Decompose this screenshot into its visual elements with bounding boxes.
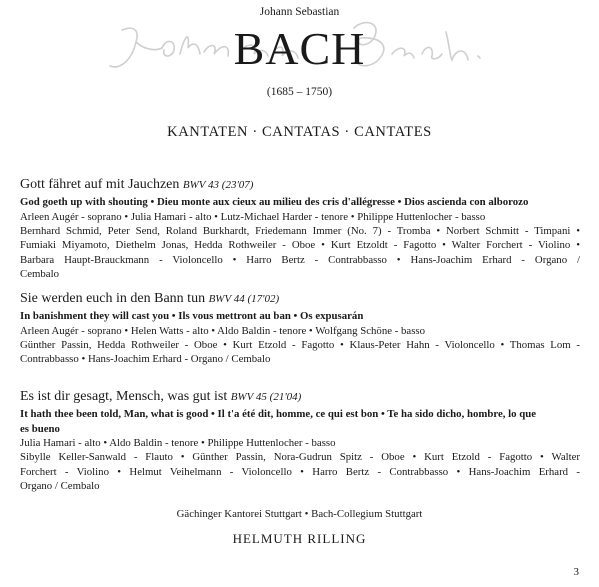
cantata-title-line [20,290,580,308]
performer-line: Organo / Cembalo [20,480,100,493]
cantata-title-line [20,388,580,406]
conductor-name: HELMUTH RILLING [232,531,367,546]
performer-line: Bernhard Schmid, Peter Send, Roland Burkhardt, Friedemann Immer (No. 7) - Tromba • Norbert Schmitt - Timpani • [20,224,580,237]
cantata-title: Es ist dir gesagt, Mensch, was gut ist [20,389,228,404]
performer-credits [20,210,580,282]
cantata-catalog-number: BWV 44 (17'02) [208,293,280,305]
cantata-block [20,290,580,367]
cantata-translations [20,407,580,436]
cantata-title: Gott fähret auf mit Jauchzen [20,177,180,192]
performer-line: Günther Passin, Hedda Rothweiler - Oboe • Kurt Etzold - Fagotto • Klaus-Peter Hahn - Violoncello • Thomas Lom - [20,338,580,351]
cantata-block [20,176,580,282]
performer-line: Julia Hamari - alto • Aldo Baldin - tenore • Philippe Huttenlocher - basso [20,437,336,449]
composer-first-names: Johann Sebastian [259,6,340,18]
performer-line: Fumiaki Miyamoto, Diethelm Jonas, Hedda Rothweiler - Oboe • Kurt Etzoldt - Fagotto • Walter Forchert - Violino • [20,239,580,252]
composer-name: BACH [233,23,366,74]
performer-line: Arleen Augér - soprano • Julia Hamari - alto • Lutz-Michael Harder - tenore • Philippe Huttenlocher - basso [20,210,486,223]
performer-line: Forchert - Violino • Helmut Veihelmann - Violoncello • Harro Bertz - Contrabbasso • Hans-Joachim Erhard - [20,465,580,478]
performer-line: Sibylle Keller-Sanwald - Flauto • Günther Passin, Nora-Gudrun Spitz - Oboe • Kurt Etzold - Fagotto • Walter [20,451,580,464]
cantata-translations [20,309,580,324]
composer-dates: (1685 – 1750) [266,86,333,98]
cantata-translations [20,195,580,210]
page-number: 3 [573,566,579,578]
ensemble-credits: Gächinger Kantorei Stuttgart • Bach-Collegium Stuttgart [176,508,423,520]
cantata-catalog-number: BWV 45 (21'04) [230,391,302,403]
performer-line: Contrabbasso • Hans-Joachim Erhard - Organo / Cembalo [20,353,271,366]
collection-subtitle: KANTATEN · CANTATAS · CANTATES [167,124,432,140]
translation-line: In banishment they will cast you • Ils vous mettront au ban • Os expusarán [20,310,364,322]
performer-line: Cembalo [20,268,59,281]
cantata-block [20,388,580,494]
cantata-catalog-number: BWV 43 (23'07) [182,179,254,191]
translation-line: It hath thee been told, Man, what is good • Il t'a été dit, homme, ce qui est bon • Te ha sido dicho, hombre, lo que [20,408,537,420]
performer-line: Barbara Haupt-Brauckmann - Violoncello • Harro Bertz - Contrabbasso • Hans-Joachim Erhard - Organo / [20,253,580,266]
cantata-title: Sie werden euch in den Bann tun [20,291,206,306]
translation-line: es bueno [20,422,60,435]
cantata-title-line [20,176,580,194]
performer-line: Arleen Augér - soprano • Helen Watts - alto • Aldo Baldin - tenore • Wolfgang Schöne - basso [20,324,425,337]
translation-line: God goeth up with shouting • Dieu monte aux cieux au milieu des cris d'allégresse • Dios ascienda con alborozo [20,196,529,208]
performer-credits [20,436,580,494]
performer-credits [20,324,580,367]
